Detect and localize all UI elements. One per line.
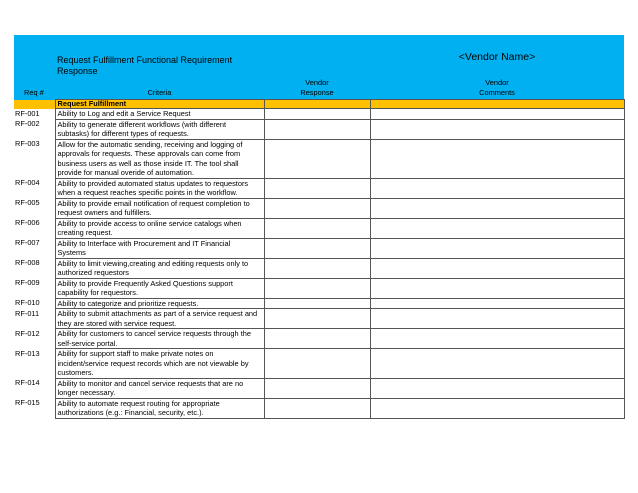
col-header-req: Req # <box>14 77 55 100</box>
req-id-cell: RF-005 <box>15 198 40 207</box>
criteria-line: creating request. <box>57 228 113 237</box>
col-header-criteria: Criteria <box>55 77 264 100</box>
vendor-response-cell[interactable] <box>264 278 370 298</box>
criteria-cell <box>55 109 264 120</box>
table-row <box>14 119 624 139</box>
vendor-comments-cell[interactable] <box>370 109 624 120</box>
vendor-comments-cell[interactable] <box>370 178 624 198</box>
criteria-line: Ability to monitor and cancel service requests that are no <box>57 378 244 388</box>
col-header-response <box>264 77 370 100</box>
table-row <box>14 278 624 298</box>
criteria-line: provide for manual overide of automation. <box>57 168 194 177</box>
table-row <box>14 178 624 198</box>
criteria-cell <box>55 278 264 298</box>
criteria-cell <box>55 198 264 218</box>
criteria-line: Ability to automate request routing for appropriate <box>57 398 220 408</box>
criteria-line: Ability to provide Frequently Asked Questions support <box>57 278 233 288</box>
vendor-response-cell[interactable] <box>264 178 370 198</box>
vendor-comments-cell[interactable] <box>370 198 624 218</box>
criteria-line: authorized requestors <box>57 268 129 277</box>
vendor-response-cell[interactable] <box>264 298 370 309</box>
req-id-cell: RF-013 <box>15 348 40 358</box>
criteria-line: request owners and fulfillers. <box>57 208 152 217</box>
vendor-name-cell[interactable]: <Vendor Name> <box>370 35 624 77</box>
criteria-line: when a request reaches specific points in the workflow. <box>57 188 238 197</box>
col-header-response-line2: Response <box>300 87 334 97</box>
vendor-response-cell[interactable] <box>264 109 370 120</box>
section-response-blank <box>264 100 370 109</box>
criteria-cell <box>55 119 264 139</box>
criteria-line: incident/service request records which are not viewable by <box>57 358 249 368</box>
criteria-line: self-service portal. <box>57 338 118 348</box>
criteria-cell <box>55 139 264 178</box>
criteria-cell <box>55 298 264 309</box>
vendor-comments-cell[interactable] <box>370 329 624 349</box>
table-row <box>14 238 624 258</box>
criteria-cell <box>55 309 264 329</box>
req-id-cell: RF-009 <box>15 278 40 287</box>
req-id-cell: RF-002 <box>15 119 40 128</box>
criteria-line: Ability to provided automated status updates to requestors <box>57 178 249 188</box>
sheet-title-line1: Request Fulfillment Functional Requirement <box>57 55 233 65</box>
criteria-line: Ability for customers to cancel service requests through the <box>57 329 251 338</box>
table-row <box>14 378 624 398</box>
criteria-line: Ability to generate different workflows (with different <box>57 119 227 129</box>
criteria-line: Ability for support staff to make private notes on <box>57 349 214 358</box>
vendor-comments-cell[interactable] <box>370 349 624 379</box>
criteria-line: capability for requestors. <box>57 288 139 297</box>
vendor-response-cell[interactable] <box>264 218 370 238</box>
vendor-comments-cell[interactable] <box>370 258 624 278</box>
criteria-cell <box>55 378 264 398</box>
table-row <box>14 298 624 309</box>
vendor-comments-cell[interactable] <box>370 378 624 398</box>
section-row <box>14 100 624 109</box>
criteria-line: Ability to categorize and prioritize requests. <box>57 298 199 308</box>
criteria-line: Ability to Log and edit a Service Request <box>57 109 191 118</box>
req-id-cell: RF-010 <box>15 298 40 307</box>
table-row <box>14 218 624 238</box>
table-row <box>14 109 624 120</box>
req-id-cell: RF-004 <box>15 178 40 187</box>
criteria-cell <box>55 238 264 258</box>
req-id-cell: RF-011 <box>15 308 40 318</box>
criteria-line: customers. <box>57 368 94 377</box>
section-spacer <box>14 100 55 109</box>
req-id-cell: RF-007 <box>15 238 40 247</box>
requirements-sheet <box>14 35 624 419</box>
sheet-title-line2: Response <box>57 66 98 76</box>
criteria-line: Ability to Interface with Procurement and IT Financial <box>57 238 231 248</box>
table-row <box>14 309 624 329</box>
vendor-comments-cell[interactable] <box>370 309 624 329</box>
table-row <box>14 198 624 218</box>
section-label: Request Fulfillment <box>55 100 264 109</box>
criteria-cell <box>55 178 264 198</box>
vendor-response-cell[interactable] <box>264 398 370 418</box>
col-header-comments <box>370 77 624 100</box>
vendor-response-cell[interactable] <box>264 349 370 379</box>
req-id-cell: RF-003 <box>15 139 40 148</box>
vendor-comments-cell[interactable] <box>370 119 624 139</box>
section-comments-blank <box>370 100 624 109</box>
vendor-response-cell[interactable] <box>264 309 370 329</box>
vendor-response-cell[interactable] <box>264 378 370 398</box>
criteria-line: longer necessary. <box>57 388 116 397</box>
table-row <box>14 258 624 278</box>
req-id-cell: RF-001 <box>15 108 40 118</box>
table-row <box>14 349 624 379</box>
requirements-table <box>14 35 625 419</box>
vendor-response-cell[interactable] <box>264 238 370 258</box>
criteria-cell <box>55 329 264 349</box>
req-id-cell: RF-015 <box>15 398 40 407</box>
column-header-row <box>14 77 624 100</box>
vendor-response-cell[interactable] <box>264 198 370 218</box>
criteria-line: authorizations (e.g.: Financial, security, etc.). <box>57 408 204 417</box>
req-id-cell: RF-014 <box>15 378 40 387</box>
criteria-cell <box>55 258 264 278</box>
title-row <box>14 35 624 77</box>
criteria-line: business users as well as those inside IT. The tool shall <box>57 158 239 168</box>
table-row <box>14 139 624 178</box>
sheet-title <box>55 35 370 77</box>
vendor-comments-cell[interactable] <box>370 278 624 298</box>
vendor-comments-cell[interactable] <box>370 139 624 178</box>
vendor-response-cell[interactable] <box>264 258 370 278</box>
table-row <box>14 398 624 418</box>
criteria-cell <box>55 349 264 379</box>
criteria-line: Systems <box>57 248 86 257</box>
criteria-line: Ability to submit attachments as part of a service request and <box>57 309 258 318</box>
table-row <box>14 329 624 349</box>
vendor-comments-cell[interactable] <box>370 398 624 418</box>
criteria-line: approvals for requests. These approvals can come from <box>57 149 241 158</box>
vendor-comments-cell[interactable] <box>370 298 624 309</box>
req-id-cell: RF-006 <box>15 218 40 227</box>
vendor-comments-cell[interactable] <box>370 218 624 238</box>
col-header-comments-line1: Vendor <box>485 78 509 87</box>
criteria-cell <box>55 218 264 238</box>
criteria-line: they are stored with service request. <box>57 318 177 328</box>
criteria-line: Ability to provide access to online service catalogs when <box>57 218 242 228</box>
criteria-line: Ability to provide email notification of request completion to <box>57 198 250 208</box>
req-id-cell: RF-008 <box>15 258 40 267</box>
vendor-response-cell[interactable] <box>264 329 370 349</box>
title-spacer <box>14 35 55 77</box>
req-id-cell: RF-012 <box>15 328 40 338</box>
vendor-response-cell[interactable] <box>264 119 370 139</box>
criteria-line: subtasks) for different types of requests. <box>57 129 189 138</box>
criteria-line: Ability to limit viewing,creating and editing requests only to <box>57 258 249 268</box>
col-header-response-line1: Vendor <box>305 78 329 87</box>
vendor-comments-cell[interactable] <box>370 238 624 258</box>
col-header-comments-line2: Comments <box>479 87 515 97</box>
vendor-response-cell[interactable] <box>264 139 370 178</box>
criteria-line: Allow for the automatic sending, receiving and logging of <box>57 139 243 149</box>
criteria-cell <box>55 398 264 418</box>
